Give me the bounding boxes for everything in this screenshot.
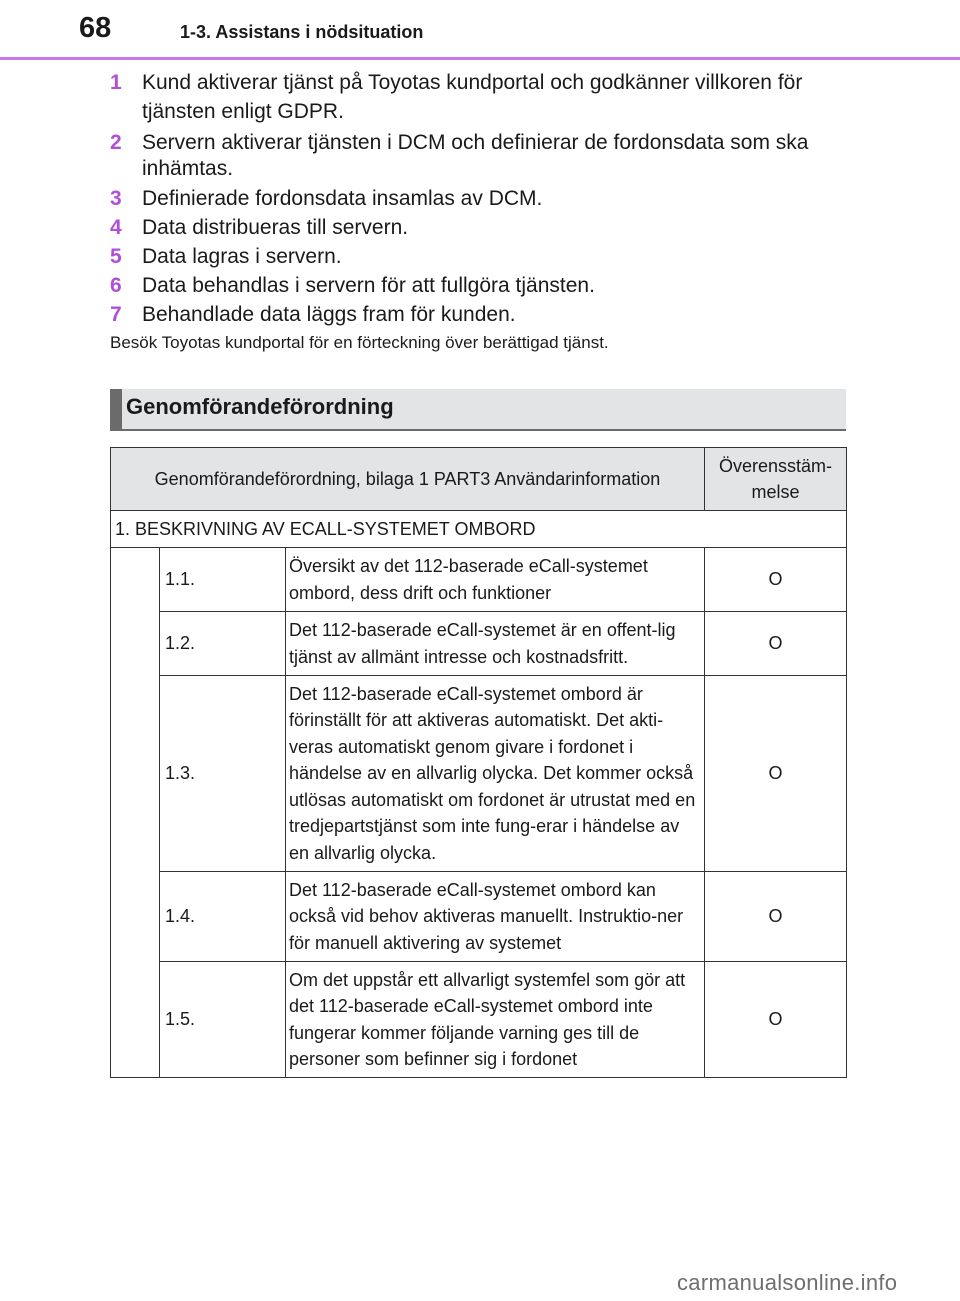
- step-number: 7: [110, 303, 122, 326]
- row-text: Det 112-baserade eCall-systemet ombord är förinställt för att aktiveras automatiskt. Det akti-veras automatiskt genom givare i fordonet i händelse av en allvarlig olycka. Det kommer också utlösas automatiskt om fordonet är utrustat med en tredjepartstjänst som inte fung-erar i händelse av en allvarlig olycka.: [286, 676, 705, 872]
- table-row: [111, 548, 847, 612]
- row-number: 1.2.: [160, 612, 286, 676]
- step-number: 1: [110, 71, 122, 94]
- section-heading: [110, 389, 846, 431]
- watermark: carmanualsonline.info: [677, 1270, 898, 1295]
- step-item: [110, 300, 850, 329]
- heading-text: Genomförandeförordning: [126, 394, 394, 419]
- page-number: 68: [79, 12, 112, 44]
- row-text: Det 112-baserade eCall-systemet är en offent-lig tjänst av allmänt intresse och kostnadsfritt.: [286, 612, 705, 676]
- table-section-row: [111, 511, 847, 548]
- row-number: 1.4.: [160, 872, 286, 962]
- row-number: 1.1.: [160, 548, 286, 612]
- step-number: 2: [110, 131, 122, 154]
- step-item: [110, 68, 850, 126]
- step-text: Data lagras i servern.: [142, 245, 342, 268]
- header-cell-info: Genomförandeförordning, bilaga 1 PART3 Användarinformation: [111, 448, 705, 511]
- step-number: 4: [110, 216, 122, 239]
- table-row: [111, 872, 847, 962]
- step-text: Data distribueras till servern.: [142, 216, 409, 239]
- table-row: [111, 676, 847, 872]
- step-text: Definierade fordonsdata insamlas av DCM.: [142, 187, 543, 210]
- row-compliance: O: [705, 612, 847, 676]
- table-row: [111, 612, 847, 676]
- regulation-table: [110, 447, 847, 1078]
- header-cell-compliance: Överensstäm-melse: [705, 448, 847, 511]
- row-compliance: O: [705, 872, 847, 962]
- info-note: Besök Toyotas kundportal för en förteckning över berättigad tjänst.: [110, 333, 609, 352]
- row-number: 1.3.: [160, 676, 286, 872]
- table-row: [111, 962, 847, 1078]
- step-number: 5: [110, 245, 122, 268]
- step-item: [110, 184, 850, 213]
- step-text: Kund aktiverar tjänst på Toyotas kundportal och godkänner villkoren för tjänsten enligt GDPR.: [142, 71, 803, 123]
- step-text: Servern aktiverar tjänsten i DCM och definierar de fordonsdata som ska inhämtas.: [142, 131, 809, 180]
- row-text: Det 112-baserade eCall-systemet ombord kan också vid behov aktiveras manuellt. Instruktio-ner för manuell aktivering av systemet: [286, 872, 705, 962]
- table-header-row: [111, 448, 847, 511]
- section-title: 1-3. Assistans i nödsituation: [180, 22, 424, 42]
- row-compliance: O: [705, 548, 847, 612]
- step-number: 6: [110, 274, 122, 297]
- row-number: 1.5.: [160, 962, 286, 1078]
- step-number: 3: [110, 187, 122, 210]
- step-text: Behandlade data läggs fram för kunden.: [142, 303, 516, 326]
- row-text: Om det uppstår ett allvarligt systemfel som gör att det 112-baserade eCall-systemet ombord inte fungerar kommer följande varning ges till de personer som befinner sig i fordonet: [286, 962, 705, 1078]
- row-compliance: O: [705, 962, 847, 1078]
- row-compliance: O: [705, 676, 847, 872]
- step-item: [110, 213, 850, 242]
- section-cell: 1. BESKRIVNING AV ECALL-SYSTEMET OMBORD: [111, 511, 847, 548]
- header-divider: [0, 57, 960, 60]
- indent-cell: [111, 548, 160, 1078]
- heading-accent-bar: [110, 389, 122, 429]
- procedure-steps: [110, 68, 850, 329]
- row-text: Översikt av det 112-baserade eCall-systemet ombord, dess drift och funktioner: [286, 548, 705, 612]
- step-item: [110, 130, 850, 182]
- step-text: Data behandlas i servern för att fullgöra tjänsten.: [142, 274, 595, 297]
- step-item: [110, 271, 850, 300]
- step-item: [110, 242, 850, 271]
